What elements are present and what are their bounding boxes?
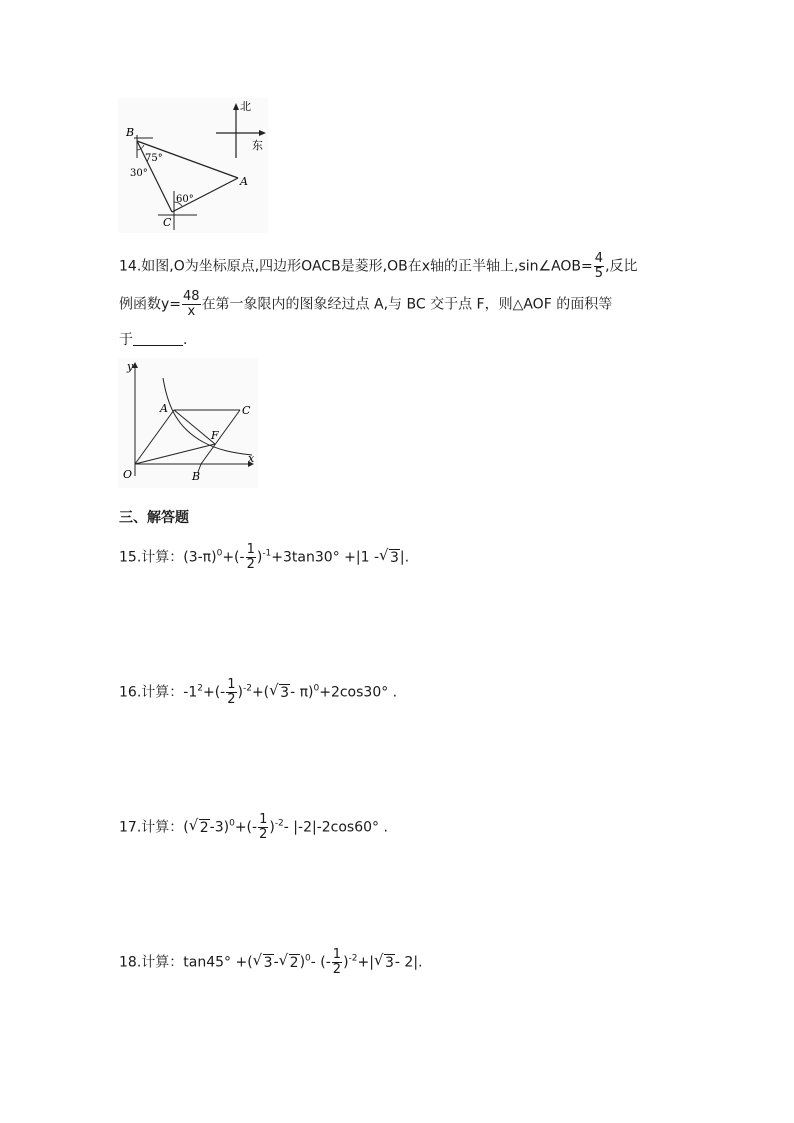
question-14-line-3: 于 .	[119, 332, 188, 348]
fraction-half: $\frac{1}{2}$	[332, 947, 342, 977]
section-title: 三、解答题	[119, 510, 189, 526]
x-label: x	[248, 452, 255, 465]
angle-75-label: 75°	[145, 153, 163, 164]
question-15: 15.计算：$(3-\pi)^0+(-$ $\frac{1}{2}$ )$^{-1}$+3tan30° +|1 - √ 3|.	[119, 542, 410, 572]
fraction-half: $\frac{1}{2}$	[246, 542, 255, 572]
point-C-label: C	[242, 404, 251, 417]
question-14-line-2: 例函数y= $\frac{48}{x}$ 在第一象限内的图象经过点 A,与 BC 交于点 F，则△AOF 的面积等	[119, 289, 613, 319]
point-C-label: C	[163, 216, 172, 229]
figure-rhombus-hyperbola	[118, 358, 258, 488]
sqrt-3: √ 3	[252, 950, 273, 971]
angle-30-label: 30°	[130, 168, 148, 179]
sqrt-2: √ 2	[278, 950, 299, 971]
sqrt-3: √ 3	[379, 545, 399, 566]
north-label: 北	[240, 100, 251, 113]
angle-60-label: 60°	[176, 194, 194, 205]
sqrt-3: √ 3	[269, 680, 290, 701]
point-F-label: F	[211, 429, 219, 442]
figure-compass-triangle	[118, 98, 268, 233]
answer-blank[interactable]	[133, 331, 183, 346]
sqrt-2: √ 2	[188, 815, 209, 836]
y-label: y	[127, 360, 134, 373]
sqrt-3: √ 3	[373, 950, 394, 971]
fraction-sin: $\frac{4}{5}$	[594, 251, 604, 281]
question-18: 18.计算：tan45° +( √ 3- √ 2)$^0$- (- $\frac{1}{2}$ )$^{-2}$+| √ 3- 2|.	[119, 947, 423, 977]
fraction-function: $\frac{48}{x}$	[183, 289, 200, 319]
origin-label: O	[123, 468, 133, 481]
point-B-label: B	[192, 470, 201, 483]
east-label: 东	[252, 139, 263, 152]
point-B-label: B	[126, 126, 135, 139]
question-17: 17.计算：( √ 2-3)$^0$+(- $\frac{1}{2}$ )$^{-2}$- |-2|-2cos60° .	[119, 812, 388, 842]
fraction-half: $\frac{1}{2}$	[259, 812, 268, 842]
question-16: 16.计算：$-1^2+(-$ $\frac{1}{2}$ )$^{-2}$+( √ 3- π)$^0$+2cos30° .	[119, 677, 398, 707]
fraction-half: $\frac{1}{2}$	[227, 677, 236, 707]
point-A-label: A	[240, 175, 248, 188]
point-A-label: A	[160, 402, 168, 415]
question-14-line-1: 14.如图,O为坐标原点,四边形OACB是菱形,OB在x轴的正半轴上,sin∠AOB= $\frac{4}{5}$ ,反比	[119, 251, 638, 281]
